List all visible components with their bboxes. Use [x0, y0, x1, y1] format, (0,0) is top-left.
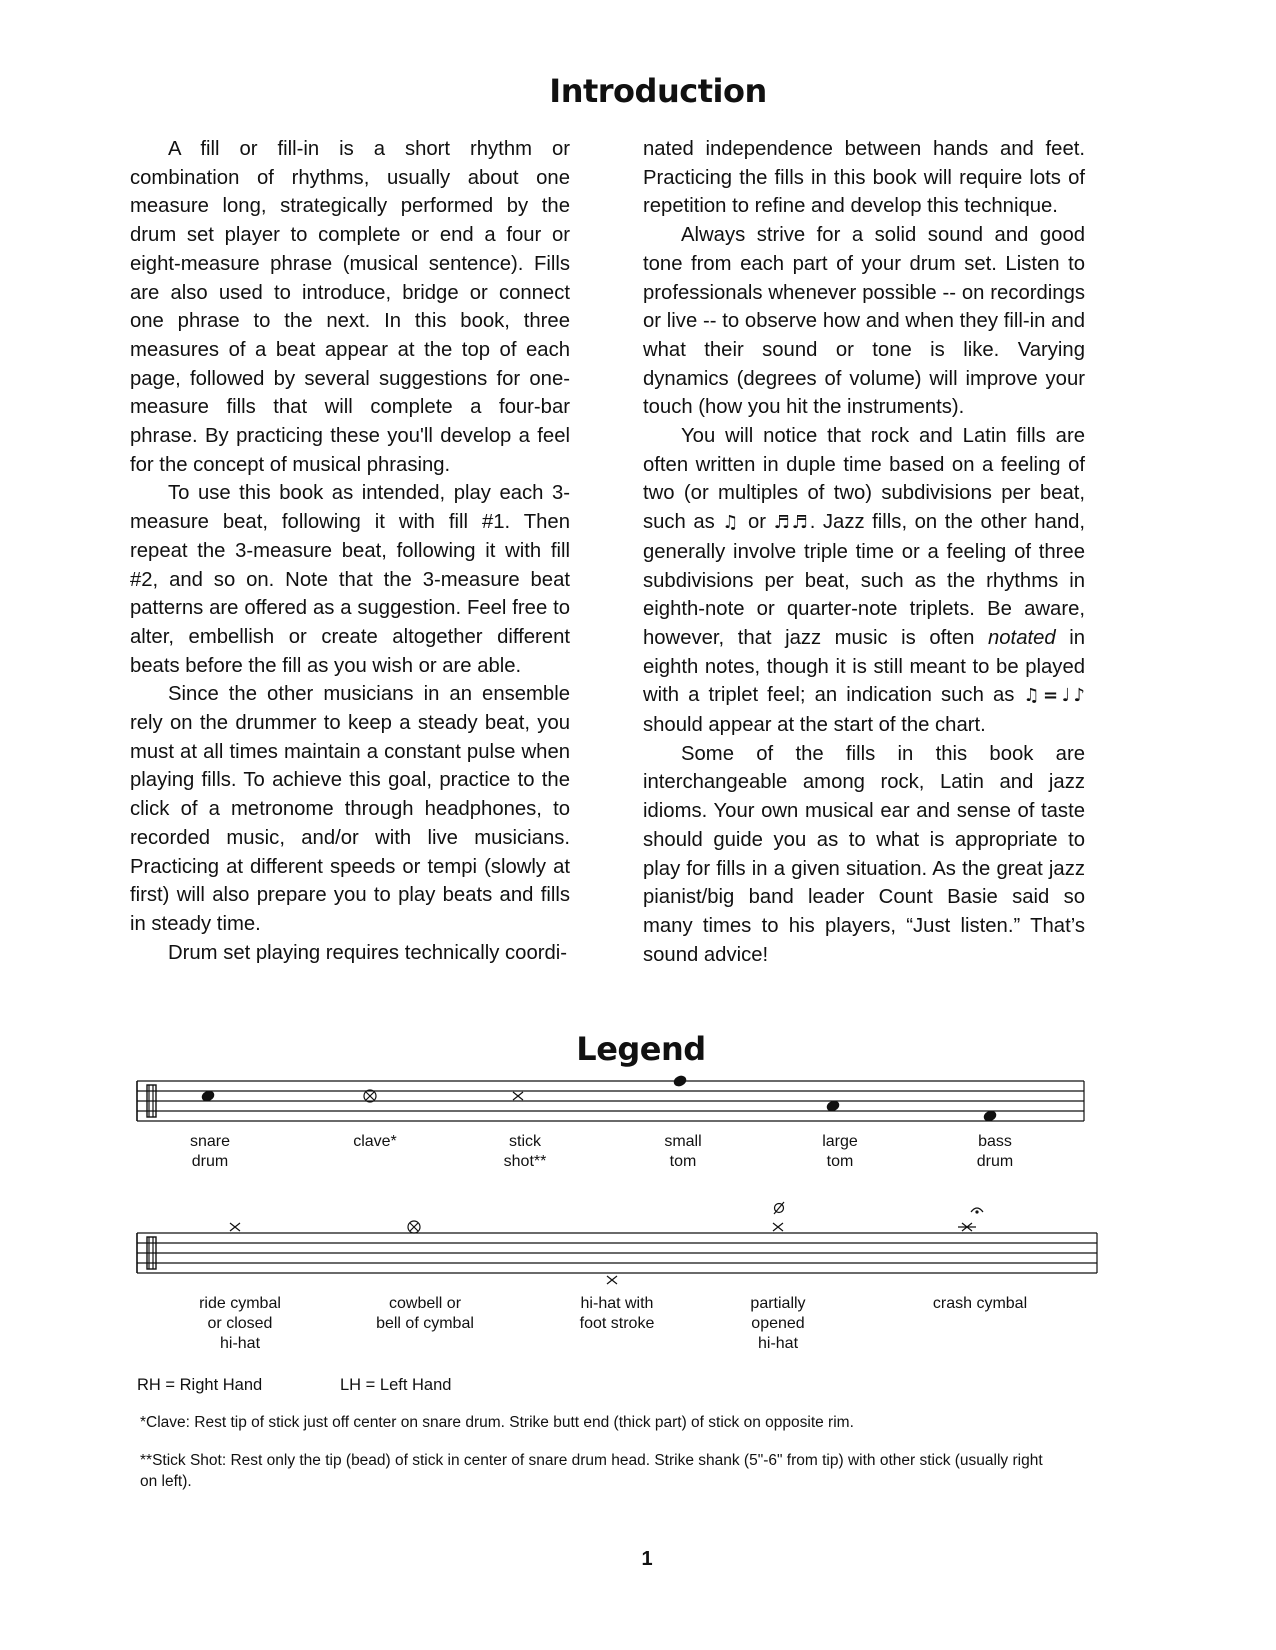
partially-open-hihat-note	[773, 1223, 783, 1231]
rh-abbreviation: RH = Right Hand	[137, 1376, 263, 1394]
label-line: crash cymbal	[932, 1295, 1028, 1312]
page-number: 1	[641, 1548, 653, 1570]
label-line: hi-hat	[219, 1335, 261, 1352]
intro-paragraph: nated independence between hands and feet. Practicing the fills in this book will require lots of repetition to refine and develop this technique.	[643, 138, 1085, 218]
label-line: partially	[750, 1295, 806, 1312]
label-line: opened	[751, 1315, 805, 1332]
text: . Jazz fills, on the other hand, generally involve triple time or a feeling of three subdivisions per beat, such as the rhythms in eighth-note or quarter-note triplets. Be aware, however, that jazz music is often	[643, 511, 1086, 649]
stick-shot-footnote: **Stick Shot: Rest only the tip (bead) of stick in center of snare drum head. Strike shank (5"-6" from tip) with other stick (usually right on left).	[140, 1452, 1043, 1490]
cowbell-note-x	[410, 1223, 418, 1231]
label-line: tom	[669, 1153, 697, 1170]
text: should appear at the start of the chart.	[643, 714, 986, 737]
four-sixteenth-notes-icon: ♬♬	[773, 512, 810, 534]
label-line: bell of cymbal	[376, 1315, 474, 1332]
lh-abbreviation: LH = Left Hand	[340, 1376, 452, 1394]
legend-title: Legend	[576, 1030, 706, 1068]
clave-footnote: *Clave: Rest tip of stick just off center on snare drum. Strike butt end (thick part) of stick on opposite rim.	[140, 1414, 854, 1431]
stick-shot-note	[513, 1092, 523, 1100]
label-line: foot stroke	[579, 1315, 655, 1332]
label-line: small	[664, 1133, 702, 1150]
legend-label-stick-shot	[485, 1132, 565, 1172]
label-line: shot**	[503, 1153, 547, 1170]
label-line: stick	[509, 1133, 541, 1150]
intro-paragraph: To use this book as intended, play each 3-measure beat, following it with fill #1. Then repeat the 3-measure beat, following it with fill #2, and so on. Note that the 3-measure beat patterns are offered as a suggestion. Feel free to alter, embellish or create altogether different beats before the fill as you wish or are able.	[130, 482, 570, 677]
label-line: ride cymbal	[199, 1295, 281, 1312]
legend-label-small-tom	[643, 1132, 723, 1172]
label-line: drum	[976, 1153, 1014, 1170]
label-line: tom	[826, 1153, 854, 1170]
ride-cymbal-note	[230, 1223, 240, 1231]
legend-label-cowbell	[360, 1294, 490, 1334]
emphasis: notated	[988, 626, 1056, 649]
legend-label-ride-cymbal	[180, 1294, 300, 1354]
swing-notation-icon: ♫=♩♪	[1023, 685, 1085, 707]
small-tom-note	[673, 1074, 688, 1087]
legend-label-hihat-foot	[557, 1294, 677, 1334]
intro-paragraph: A fill or fill-in is a short rhythm or combination of rhythms, usually about one measure long, strategically performed by the drum set player to complete or end a four or eight-measure phrase (musical sentence). Fills are also used to introduce, bridge or connect one phrase to the next. In this book, three measures of a beat appear at the top of each page, followed by several suggestions for one-measure fills that will complete a four-bar phrase. By practicing these you'll develop a feel for the concept of musical phrasing.	[130, 138, 570, 476]
label-line: cowbell or	[388, 1295, 462, 1312]
text: or	[748, 511, 767, 534]
legend-label-bass-drum	[955, 1132, 1035, 1172]
label-line: hi-hat with	[580, 1295, 654, 1312]
label-line: snare	[189, 1133, 231, 1150]
text: in eighth notes, though it is still meant to be played with a triplet feel; an indication such as	[643, 626, 1086, 707]
legend-label-partially-opened-hihat	[728, 1294, 828, 1354]
label-line: hi-hat	[757, 1335, 799, 1352]
text: You will notice that rock and Latin fills are often written in duple time based on a feeling of two (or multiples of two) subdivisions per beat, such as	[643, 425, 1085, 534]
intro-title: Introduction	[549, 72, 767, 110]
clave-note-x	[366, 1092, 374, 1100]
label-line: clave*	[353, 1133, 397, 1150]
label-line: large	[822, 1133, 858, 1150]
legend-label-snare-drum	[170, 1132, 250, 1172]
intro-paragraph: Some of the fills in this book are interchangeable among rock, Latin and jazz idioms. Your own musical ear and sense of taste should guide you as to what is appropriate to play for fills in a given situation. As the great jazz pianist/big band leader Count Basie said so many times to his players, “Just listen.” That’s sound advice!	[643, 742, 1085, 966]
intro-paragraph: Drum set playing requires technically coordi-	[168, 941, 568, 964]
two-eighth-notes-icon: ♫	[722, 512, 741, 534]
intro-paragraph: Always strive for a solid sound and good tone from each part of your drum set. Listen to professionals whenever possible -- on recordings or live -- to observe how and when they fill-in and what their sound or tone is like. Varying dynamics (degrees of volume) will improve your touch (how you hit the instruments).	[643, 224, 1085, 419]
legend-label-clave	[335, 1132, 415, 1152]
label-line: or closed	[207, 1315, 273, 1332]
legend-label-large-tom	[800, 1132, 880, 1172]
label-line: bass	[978, 1133, 1012, 1150]
intro-paragraph: Since the other musicians in an ensemble rely on the drummer to keep a steady beat, you must at all times maintain a constant pulse when playing fills. To achieve this goal, practice to the click of a metronome through headphones, to recorded music, and/or with live musicians. Practicing at different speeds or tempi (slowly at first) will also prepare you to play beats and fills in steady time.	[130, 683, 570, 935]
legend-label-crash-cymbal	[915, 1294, 1045, 1314]
hihat-foot-note	[607, 1276, 617, 1284]
label-line: drum	[191, 1153, 229, 1170]
